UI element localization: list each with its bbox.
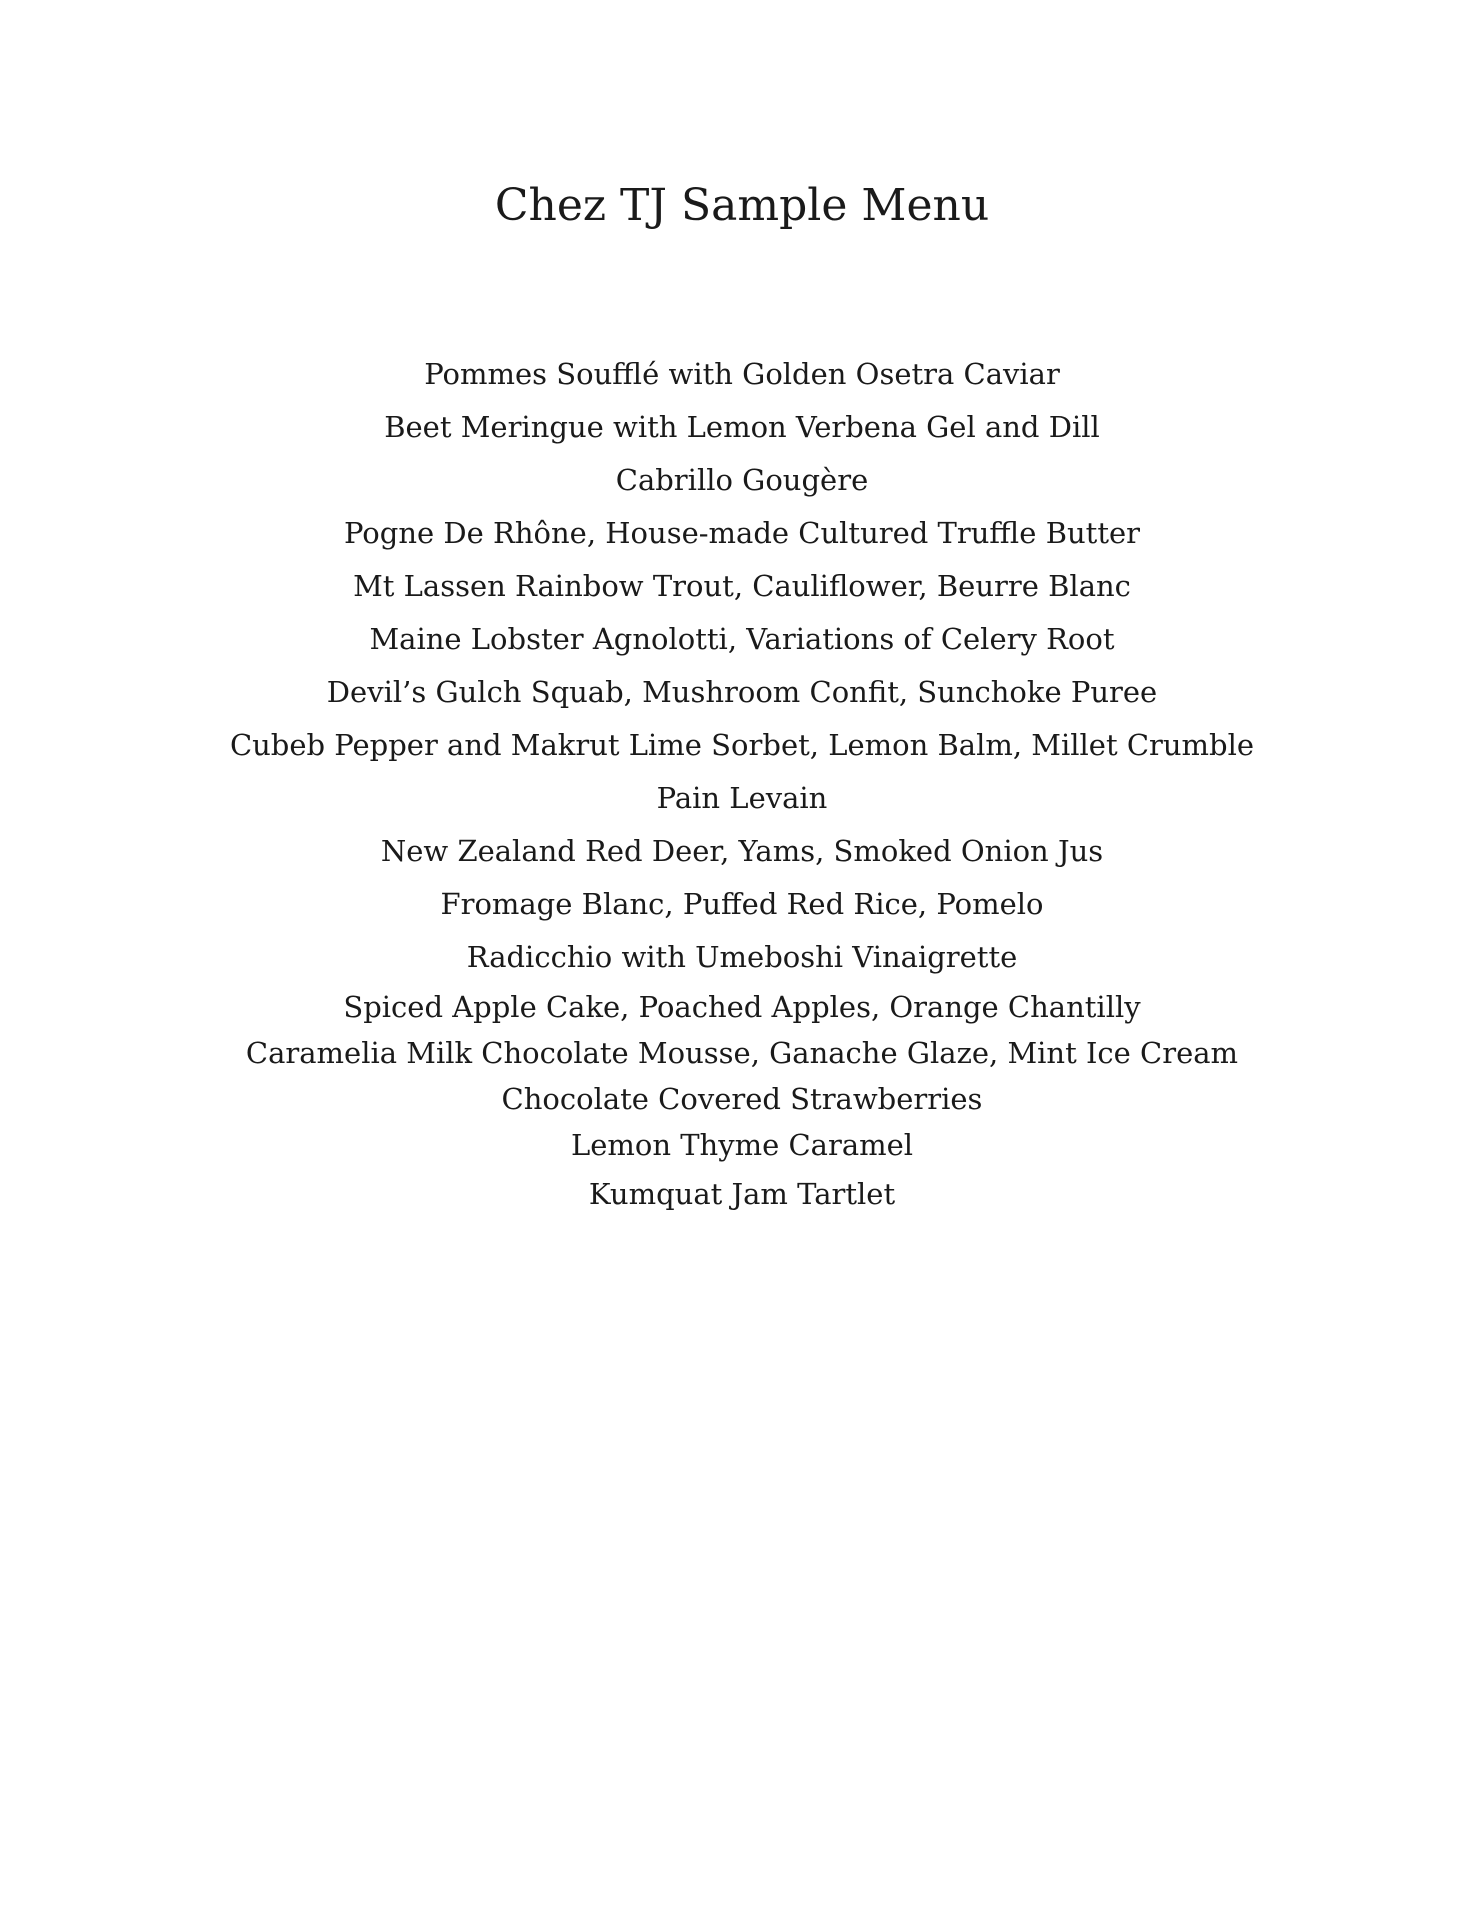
menu-item: Fromage Blanc, Puffed Red Rice, Pomelo — [440, 887, 1044, 921]
menu-item: Maine Lobster Agnolotti, Variations of Celery Root — [369, 622, 1115, 656]
menu-item: Caramelia Milk Chocolate Mousse, Ganache Glaze, Mint Ice Cream — [245, 1036, 1239, 1070]
menu-item: Kumquat Jam Tartlet — [588, 1177, 896, 1211]
menu-item: Spiced Apple Cake, Poached Apples, Orange Chantilly — [343, 990, 1141, 1024]
menu-item: Radicchio with Umeboshi Vinaigrette — [466, 940, 1018, 974]
menu-item: Pommes Soufflé with Golden Osetra Caviar — [424, 357, 1060, 391]
menu-item: Chocolate Covered Strawberries — [501, 1082, 983, 1116]
menu-item: Lemon Thyme Caramel — [570, 1128, 914, 1162]
menu-item: Beet Meringue with Lemon Verbena Gel and Dill — [384, 410, 1100, 444]
menu-item: Cabrillo Gougère — [615, 463, 869, 497]
menu-item: Cubeb Pepper and Makrut Lime Sorbet, Lemon Balm, Millet Crumble — [229, 728, 1255, 762]
menu-item: New Zealand Red Deer, Yams, Smoked Onion Jus — [380, 834, 1104, 868]
menu-item: Pain Levain — [656, 781, 828, 815]
menu-item: Pogne De Rhône, House-made Cultured Truffle Butter — [343, 516, 1141, 550]
page-title: Chez TJ Sample Menu — [494, 180, 990, 231]
menu-item: Devil’s Gulch Squab, Mushroom Confit, Sunchoke Puree — [326, 675, 1158, 709]
menu-list — [0, 348, 1484, 1221]
menu-item: Mt Lassen Rainbow Trout, Cauliflower, Beurre Blanc — [353, 569, 1131, 603]
